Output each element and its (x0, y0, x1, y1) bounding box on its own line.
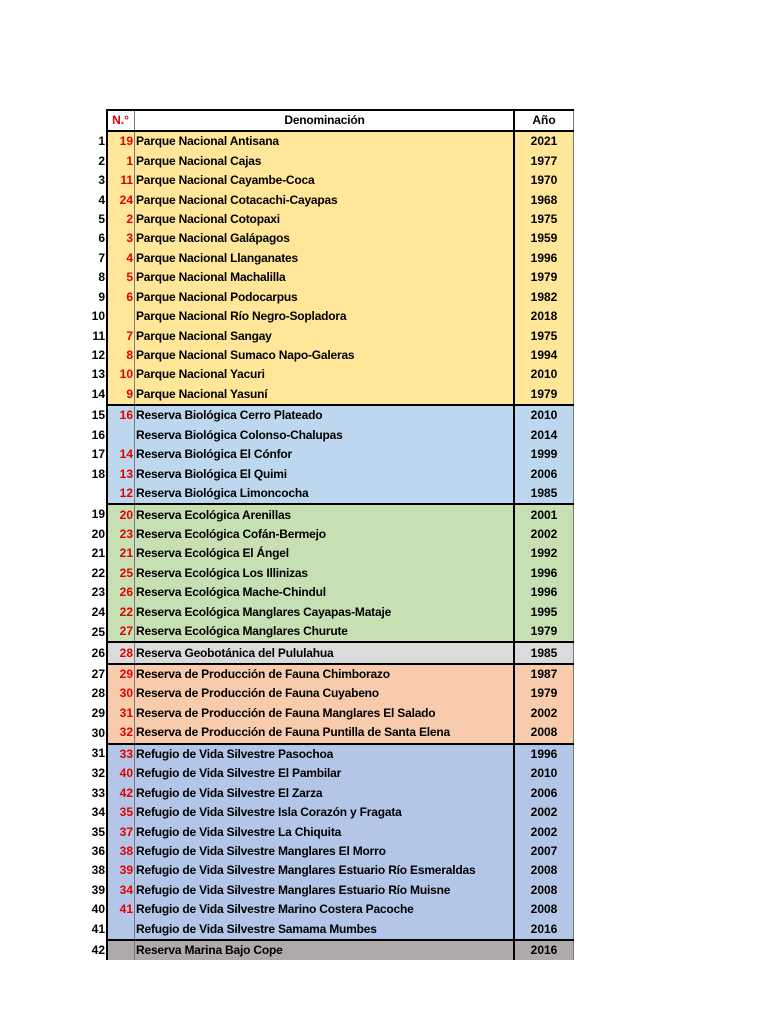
area-name-cell: Reserva Ecológica Mache-Chindul (135, 583, 515, 602)
year-cell: 1975 (514, 210, 574, 229)
year-cell: 1970 (514, 171, 574, 190)
table-row (80, 920, 574, 940)
row-index-cell: 32 (91, 766, 105, 781)
row-index-cell: 24 (91, 604, 105, 619)
area-number-cell: 28 (107, 642, 135, 663)
row-index-cell (80, 484, 107, 504)
area-number-cell: 40 (107, 764, 135, 783)
year-cell: 2010 (514, 405, 574, 425)
table-body (80, 131, 574, 960)
area-name-cell: Reserva Ecológica El Ángel (135, 544, 515, 563)
area-number-cell: 10 (107, 365, 135, 384)
row-index-cell: 7 (98, 250, 105, 265)
area-number-cell: 22 (107, 603, 135, 622)
table-row (80, 151, 574, 170)
table-row (80, 249, 574, 268)
area-name-cell: Reserva Biológica Colonso-Chalupas (135, 426, 515, 445)
area-number-cell: 26 (107, 583, 135, 602)
year-cell: 2010 (514, 764, 574, 783)
year-cell: 2007 (514, 842, 574, 861)
area-number-cell (107, 940, 135, 960)
row-index-cell: 22 (91, 565, 105, 580)
table-row (80, 684, 574, 703)
year-cell: 2002 (514, 803, 574, 822)
header-year: Año (514, 110, 574, 131)
area-number-cell: 25 (107, 564, 135, 583)
table-row (80, 288, 574, 307)
area-name-cell: Parque Nacional Cotopaxi (135, 210, 515, 229)
year-cell: 1979 (514, 268, 574, 287)
table-row (80, 664, 574, 684)
table-row (80, 900, 574, 919)
table-row (80, 484, 574, 504)
area-number-cell: 41 (107, 900, 135, 919)
row-index-cell: 20 (91, 526, 105, 541)
table-row (80, 210, 574, 229)
row-index-cell: 13 (91, 367, 105, 382)
area-name-cell: Refugio de Vida Silvestre Manglares El Morro (135, 842, 515, 861)
year-cell: 2002 (514, 822, 574, 841)
table-row (80, 642, 574, 663)
table-row (80, 744, 574, 764)
table-row (80, 346, 574, 365)
table-row (80, 940, 574, 960)
area-name-cell: Reserva Marina Bajo Cope (135, 940, 515, 960)
area-name-cell: Reserva de Producción de Fauna Chimborazo (135, 664, 515, 684)
area-number-cell: 32 (107, 723, 135, 743)
year-cell: 2021 (514, 131, 574, 151)
area-name-cell: Parque Nacional Podocarpus (135, 288, 515, 307)
row-index-cell: 15 (91, 407, 105, 422)
row-index-cell: 11 (92, 328, 105, 343)
area-name-cell: Reserva Biológica El Quimi (135, 464, 515, 483)
area-number-cell: 12 (107, 484, 135, 504)
row-index-cell: 33 (91, 785, 105, 800)
row-index-cell: 34 (91, 805, 105, 820)
row-index-cell: 41 (91, 922, 105, 937)
area-number-cell: 9 (107, 385, 135, 405)
year-cell: 2016 (514, 940, 574, 960)
area-number-cell: 31 (107, 704, 135, 723)
area-name-cell: Parque Nacional Yacuri (135, 365, 515, 384)
table-row (80, 861, 574, 880)
row-index-cell: 3 (98, 173, 105, 188)
year-cell: 2002 (514, 704, 574, 723)
table-row (80, 704, 574, 723)
area-name-cell: Parque Nacional Río Negro-Sopladora (135, 307, 515, 326)
header-denomination: Denominación (135, 110, 515, 131)
area-number-cell: 30 (107, 684, 135, 703)
area-number-cell: 24 (107, 190, 135, 209)
row-index-cell: 21 (91, 546, 105, 561)
area-number-cell: 4 (107, 249, 135, 268)
year-cell: 2008 (514, 881, 574, 900)
table-row (80, 564, 574, 583)
row-index-cell: 5 (98, 211, 105, 226)
table-row (80, 783, 574, 802)
year-cell: 2010 (514, 365, 574, 384)
area-name-cell: Parque Nacional Sangay (135, 326, 515, 345)
area-number-cell: 13 (107, 464, 135, 483)
year-cell: 1979 (514, 622, 574, 642)
area-number-cell: 19 (107, 131, 135, 151)
year-cell: 1982 (514, 288, 574, 307)
area-number-cell: 29 (107, 664, 135, 684)
area-number-cell: 14 (107, 445, 135, 464)
table-row (80, 365, 574, 384)
table-row (80, 464, 574, 483)
area-name-cell: Reserva Ecológica Manglares Churute (135, 622, 515, 642)
row-index-cell: 23 (91, 585, 105, 600)
row-index-cell: 28 (91, 686, 105, 701)
row-index-cell: 18 (91, 466, 105, 481)
row-index-cell: 16 (91, 427, 105, 442)
area-number-cell (107, 426, 135, 445)
row-index-cell: 2 (98, 153, 105, 168)
area-number-cell: 39 (107, 861, 135, 880)
year-cell: 1994 (514, 346, 574, 365)
row-index-cell: 17 (91, 447, 105, 462)
row-index-cell: 38 (91, 863, 105, 878)
row-index-cell: 9 (98, 289, 105, 304)
year-cell: 1985 (514, 642, 574, 663)
area-name-cell: Refugio de Vida Silvestre Manglares Estuario Río Esmeraldas (135, 861, 515, 880)
table-row (80, 405, 574, 425)
row-index-cell: 39 (91, 882, 105, 897)
row-index-cell: 26 (91, 645, 105, 660)
area-name-cell: Reserva de Producción de Fauna Puntilla de Santa Elena (135, 723, 515, 743)
area-number-cell: 2 (107, 210, 135, 229)
year-cell: 1959 (514, 229, 574, 248)
area-name-cell: Refugio de Vida Silvestre La Chiquita (135, 822, 515, 841)
year-cell: 1996 (514, 564, 574, 583)
area-name-cell: Reserva Ecológica Manglares Cayapas-Mataje (135, 603, 515, 622)
protected-areas-table (80, 109, 574, 960)
area-number-cell: 8 (107, 346, 135, 365)
row-index-cell: 8 (98, 270, 105, 285)
area-number-cell: 6 (107, 288, 135, 307)
year-cell: 2018 (514, 307, 574, 326)
row-index-cell: 30 (91, 725, 105, 740)
year-cell: 1968 (514, 190, 574, 209)
area-name-cell: Parque Nacional Cotacachi-Cayapas (135, 190, 515, 209)
area-number-cell: 33 (107, 744, 135, 764)
year-cell: 1977 (514, 151, 574, 170)
year-cell: 1999 (514, 445, 574, 464)
table-row (80, 307, 574, 326)
row-index-cell: 40 (91, 902, 105, 917)
year-cell: 2014 (514, 426, 574, 445)
table-row (80, 764, 574, 783)
area-number-cell: 7 (107, 326, 135, 345)
area-number-cell (107, 307, 135, 326)
row-index-cell: 14 (91, 387, 105, 402)
year-cell: 2008 (514, 861, 574, 880)
area-number-cell: 21 (107, 544, 135, 563)
table-row (80, 426, 574, 445)
row-index-cell: 4 (98, 192, 105, 207)
year-cell: 2006 (514, 783, 574, 802)
area-name-cell: Parque Nacional Cayambe-Coca (135, 171, 515, 190)
area-name-cell: Refugio de Vida Silvestre El Zarza (135, 783, 515, 802)
table-row (80, 822, 574, 841)
row-index-cell: 27 (91, 666, 105, 681)
area-number-cell: 20 (107, 504, 135, 524)
row-index-cell: 25 (91, 624, 105, 639)
table-row (80, 583, 574, 602)
area-name-cell: Parque Nacional Yasuní (135, 385, 515, 405)
table-header-row (80, 110, 574, 131)
year-cell: 1975 (514, 326, 574, 345)
row-index-cell: 12 (91, 348, 105, 363)
area-name-cell: Refugio de Vida Silvestre Manglares Estuario Río Muisne (135, 881, 515, 900)
table-row (80, 544, 574, 563)
row-index-cell: 42 (91, 942, 105, 957)
row-index-cell: 35 (91, 824, 105, 839)
area-name-cell: Reserva Biológica Limoncocha (135, 484, 515, 504)
area-number-cell (107, 920, 135, 940)
table-row (80, 171, 574, 190)
area-name-cell: Reserva Ecológica Los Illinizas (135, 564, 515, 583)
area-name-cell: Reserva Ecológica Cofán-Bermejo (135, 525, 515, 544)
area-number-cell: 27 (107, 622, 135, 642)
area-number-cell: 34 (107, 881, 135, 900)
area-number-cell: 1 (107, 151, 135, 170)
year-cell: 1979 (514, 684, 574, 703)
area-number-cell: 11 (107, 171, 135, 190)
table-row (80, 803, 574, 822)
area-name-cell: Parque Nacional Galápagos (135, 229, 515, 248)
table-row (80, 504, 574, 524)
row-index-cell: 6 (98, 231, 105, 246)
table-row (80, 190, 574, 209)
year-cell: 2016 (514, 920, 574, 940)
year-cell: 2006 (514, 464, 574, 483)
area-name-cell: Parque Nacional Sumaco Napo-Galeras (135, 346, 515, 365)
area-name-cell: Reserva Ecológica Arenillas (135, 504, 515, 524)
year-cell: 2001 (514, 504, 574, 524)
area-name-cell: Reserva de Producción de Fauna Manglares El Salado (135, 704, 515, 723)
year-cell: 1995 (514, 603, 574, 622)
year-cell: 1985 (514, 484, 574, 504)
row-index-cell: 36 (91, 843, 105, 858)
row-index-cell: 31 (91, 746, 105, 761)
table-row (80, 525, 574, 544)
row-index-cell: 1 (98, 133, 105, 148)
row-index-cell: 29 (91, 705, 105, 720)
area-number-cell: 42 (107, 783, 135, 802)
year-cell: 1996 (514, 249, 574, 268)
area-number-cell: 3 (107, 229, 135, 248)
area-number-cell: 35 (107, 803, 135, 822)
table-row (80, 326, 574, 345)
area-name-cell: Reserva Geobotánica del Pululahua (135, 642, 515, 663)
area-number-cell: 37 (107, 822, 135, 841)
year-cell: 1987 (514, 664, 574, 684)
row-index-cell: 19 (91, 507, 105, 522)
table-row (80, 842, 574, 861)
year-cell: 2008 (514, 723, 574, 743)
table-row (80, 445, 574, 464)
area-name-cell: Refugio de Vida Silvestre Samama Mumbes (135, 920, 515, 940)
header-number: N.° (107, 110, 135, 131)
area-name-cell: Reserva Biológica El Cónfor (135, 445, 515, 464)
year-cell: 2002 (514, 525, 574, 544)
row-index-cell: 10 (91, 309, 105, 324)
header-row-index (80, 110, 107, 131)
table-row (80, 385, 574, 405)
area-name-cell: Reserva Biológica Cerro Plateado (135, 405, 515, 425)
area-name-cell: Refugio de Vida Silvestre Marino Costera Pacoche (135, 900, 515, 919)
year-cell: 1996 (514, 583, 574, 602)
year-cell: 1996 (514, 744, 574, 764)
area-number-cell: 5 (107, 268, 135, 287)
area-name-cell: Reserva de Producción de Fauna Cuyabeno (135, 684, 515, 703)
table-row (80, 881, 574, 900)
area-number-cell: 16 (107, 405, 135, 425)
area-name-cell: Refugio de Vida Silvestre Pasochoa (135, 744, 515, 764)
area-number-cell: 38 (107, 842, 135, 861)
table-row (80, 131, 574, 151)
table-row (80, 229, 574, 248)
table-row (80, 723, 574, 743)
area-name-cell: Parque Nacional Cajas (135, 151, 515, 170)
table-row (80, 268, 574, 287)
year-cell: 2008 (514, 900, 574, 919)
area-name-cell: Parque Nacional Antisana (135, 131, 515, 151)
year-cell: 1979 (514, 385, 574, 405)
area-name-cell: Parque Nacional Llanganates (135, 249, 515, 268)
area-name-cell: Parque Nacional Machalilla (135, 268, 515, 287)
area-name-cell: Refugio de Vida Silvestre El Pambilar (135, 764, 515, 783)
table-row (80, 603, 574, 622)
table-row (80, 622, 574, 642)
area-number-cell: 23 (107, 525, 135, 544)
area-name-cell: Refugio de Vida Silvestre Isla Corazón y Fragata (135, 803, 515, 822)
year-cell: 1992 (514, 544, 574, 563)
